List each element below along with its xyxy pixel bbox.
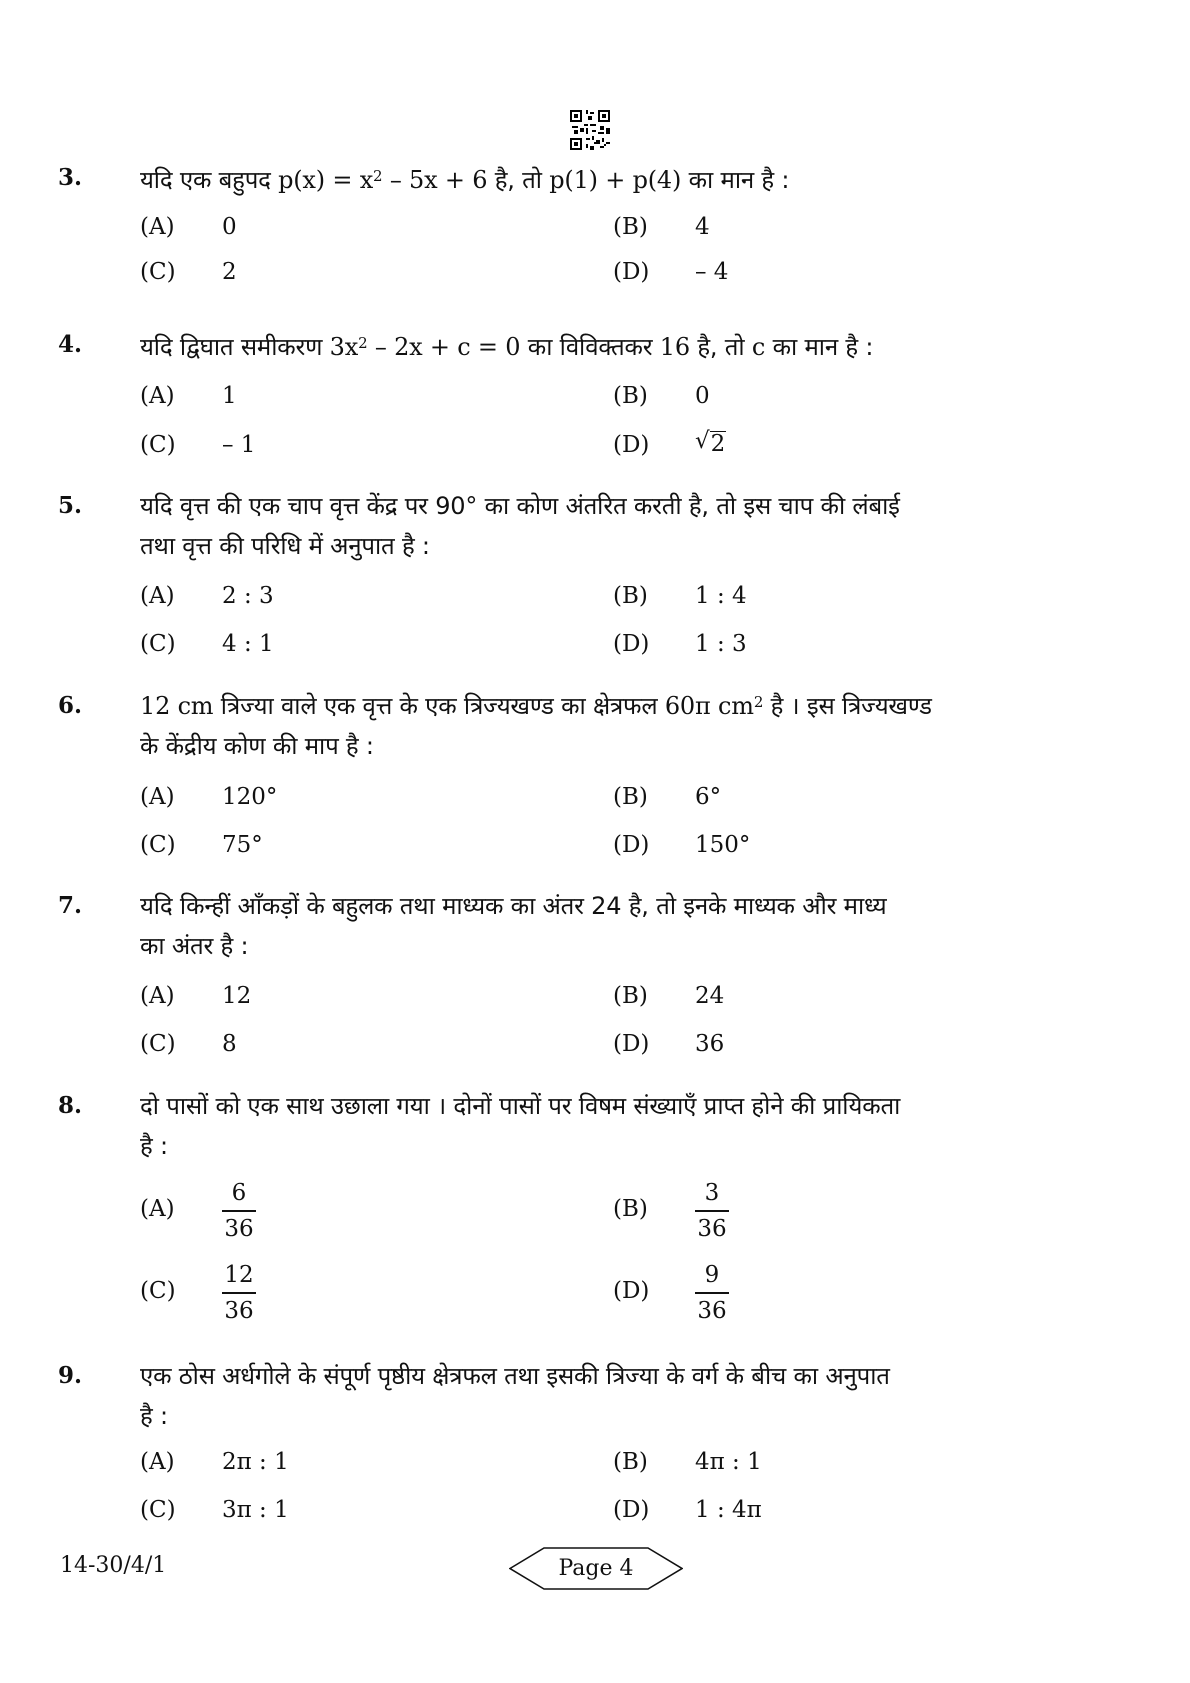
question-number: 3. bbox=[58, 164, 83, 191]
option-label-a: (A) bbox=[140, 1196, 175, 1222]
math-expression: c bbox=[751, 333, 766, 361]
option-value-c: 3π : 1 bbox=[222, 1497, 289, 1523]
math-expression: – 5x + 6 bbox=[382, 166, 488, 194]
question-number: 4. bbox=[58, 331, 83, 358]
superscript: 2 bbox=[373, 167, 383, 185]
option-value-c: 4 : 1 bbox=[222, 631, 274, 657]
option-label-d: (D) bbox=[613, 259, 650, 285]
question-line: के केंद्रीय कोण की माप है : bbox=[140, 732, 374, 760]
math-expression: 12 cm bbox=[140, 692, 214, 720]
question-text bbox=[140, 886, 1075, 966]
question-text-part: है, तो bbox=[487, 166, 550, 194]
option-label-b: (B) bbox=[613, 983, 648, 1009]
option-label-c: (C) bbox=[140, 1278, 176, 1304]
question-text-part: है, तो bbox=[689, 333, 752, 361]
option-value-a: 0 bbox=[222, 214, 237, 240]
radicand: 2 bbox=[710, 431, 726, 457]
option-value-c: – 1 bbox=[222, 432, 256, 458]
option-label-d: (D) bbox=[613, 432, 650, 458]
option-value-d: 36 bbox=[695, 1031, 725, 1057]
denominator: 36 bbox=[224, 1215, 254, 1242]
option-value-b: 1 : 4 bbox=[695, 583, 747, 609]
option-label-a: (A) bbox=[140, 983, 175, 1009]
page-label: Page 4 bbox=[558, 1556, 634, 1581]
question-text bbox=[140, 1356, 1075, 1436]
question-text bbox=[140, 160, 1075, 200]
paper-code: 14-30/4/1 bbox=[60, 1553, 167, 1578]
option-label-c: (C) bbox=[140, 1031, 176, 1057]
question-line: यदि किन्हीं आँकड़ों के बहुलक तथा माध्यक का अंतर 24 है, तो इनके माध्यक और माध्य bbox=[140, 892, 887, 920]
question-number: 8. bbox=[58, 1092, 83, 1119]
question-text bbox=[140, 327, 1075, 367]
option-value-d: – 4 bbox=[695, 259, 729, 285]
option-value-c: 2 bbox=[222, 259, 237, 285]
question-text bbox=[140, 1086, 1075, 1166]
superscript: 2 bbox=[358, 334, 368, 352]
option-label-a: (A) bbox=[140, 784, 175, 810]
numerator: 6 bbox=[231, 1180, 247, 1206]
option-label-d: (D) bbox=[613, 1031, 650, 1057]
option-label-c: (C) bbox=[140, 631, 176, 657]
option-label-d: (D) bbox=[613, 1278, 650, 1304]
option-value-c: 8 bbox=[222, 1031, 237, 1057]
fraction-b bbox=[695, 1178, 729, 1244]
question-number: 9. bbox=[58, 1362, 83, 1389]
question-line: एक ठोस अर्धगोले के संपूर्ण पृष्ठीय क्षेत्रफल तथा इसकी त्रिज्या के वर्ग के बीच का अनुपात bbox=[140, 1362, 890, 1390]
fraction-d bbox=[695, 1260, 729, 1326]
option-value-c: 75° bbox=[222, 832, 263, 858]
math-expression: 3x bbox=[329, 333, 359, 361]
option-label-b: (B) bbox=[613, 1196, 648, 1222]
square-root bbox=[695, 428, 726, 456]
option-value-a: 1 bbox=[222, 383, 237, 409]
option-label-d: (D) bbox=[613, 832, 650, 858]
denominator: 36 bbox=[697, 1297, 727, 1324]
option-value-a: 2π : 1 bbox=[222, 1449, 289, 1475]
option-value-b: 24 bbox=[695, 983, 725, 1009]
option-label-b: (B) bbox=[613, 583, 648, 609]
math-expression: 60π cm bbox=[664, 692, 754, 720]
option-value-d: 1 : 3 bbox=[695, 631, 747, 657]
question-number: 6. bbox=[58, 692, 83, 719]
option-label-a: (A) bbox=[140, 1449, 175, 1475]
fraction-a bbox=[222, 1178, 256, 1244]
option-label-c: (C) bbox=[140, 259, 176, 285]
option-label-b: (B) bbox=[613, 383, 648, 409]
option-value-a: 120° bbox=[222, 784, 278, 810]
denominator: 36 bbox=[224, 1297, 254, 1324]
option-value-d: 1 : 4π bbox=[695, 1497, 762, 1523]
math-expression: p(1) + p(4) bbox=[549, 166, 682, 194]
question-line bbox=[140, 686, 1075, 726]
denominator: 36 bbox=[697, 1215, 727, 1242]
radical-sign: √ bbox=[695, 428, 710, 454]
math-expression: 16 bbox=[659, 333, 690, 361]
option-label-d: (D) bbox=[613, 631, 650, 657]
question-line: दो पासों को एक साथ उछाला गया । दोनों पासों पर विषम संख्याएँ प्राप्त होने की प्रायिकता bbox=[140, 1092, 901, 1120]
question-line: तथा वृत्त की परिधि में अनुपात है : bbox=[140, 532, 430, 560]
fraction-bar bbox=[222, 1210, 256, 1212]
superscript: 2 bbox=[753, 693, 764, 711]
page-number-badge bbox=[509, 1547, 683, 1590]
question-line: है : bbox=[140, 1402, 168, 1430]
option-value-b: 4 bbox=[695, 214, 710, 240]
option-value-d: 150° bbox=[695, 832, 751, 858]
numerator: 12 bbox=[224, 1262, 254, 1288]
question-number: 5. bbox=[58, 492, 83, 519]
option-label-b: (B) bbox=[613, 214, 648, 240]
question-text-part: का मान है : bbox=[765, 333, 874, 361]
option-value-d bbox=[695, 428, 726, 456]
fraction-bar bbox=[222, 1292, 256, 1294]
option-label-d: (D) bbox=[613, 1497, 650, 1523]
option-label-a: (A) bbox=[140, 214, 175, 240]
question-number: 7. bbox=[58, 892, 83, 919]
question-line: का अंतर है : bbox=[140, 932, 249, 960]
option-label-c: (C) bbox=[140, 432, 176, 458]
question-text-part: है । इस त्रिज्यखण्ड bbox=[763, 692, 932, 720]
fraction-c bbox=[222, 1260, 256, 1326]
option-value-b: 6° bbox=[695, 784, 722, 810]
option-value-b: 0 bbox=[695, 383, 710, 409]
fraction-bar bbox=[695, 1292, 729, 1294]
option-label-a: (A) bbox=[140, 383, 175, 409]
math-expression: p(x) = x bbox=[278, 166, 374, 194]
option-value-b: 4π : 1 bbox=[695, 1449, 762, 1475]
question-text-part: का विविक्तकर bbox=[520, 333, 660, 361]
question-text-part: यदि द्विघात समीकरण bbox=[140, 333, 330, 361]
question-text-part: त्रिज्या वाले एक वृत्त के एक त्रिज्यखण्ड का क्षेत्रफल bbox=[213, 692, 665, 720]
option-label-b: (B) bbox=[613, 1449, 648, 1475]
numerator: 9 bbox=[704, 1262, 720, 1288]
question-text bbox=[140, 486, 1075, 566]
math-expression: – 2x + c = 0 bbox=[367, 333, 521, 361]
option-label-c: (C) bbox=[140, 832, 176, 858]
option-value-a: 2 : 3 bbox=[222, 583, 274, 609]
question-text-part: का मान है : bbox=[681, 166, 790, 194]
qr-code-icon bbox=[570, 110, 610, 150]
option-label-c: (C) bbox=[140, 1497, 176, 1523]
question-text bbox=[140, 686, 1075, 766]
fraction-bar bbox=[695, 1210, 729, 1212]
question-line: है : bbox=[140, 1132, 168, 1160]
option-value-a: 12 bbox=[222, 983, 252, 1009]
option-label-a: (A) bbox=[140, 583, 175, 609]
numerator: 3 bbox=[704, 1180, 720, 1206]
question-line: यदि वृत्त की एक चाप वृत्त केंद्र पर 90° का कोण अंतरित करती है, तो इस चाप की लंबाई bbox=[140, 492, 900, 520]
question-text-part: यदि एक बहुपद bbox=[140, 166, 279, 194]
option-label-b: (B) bbox=[613, 784, 648, 810]
